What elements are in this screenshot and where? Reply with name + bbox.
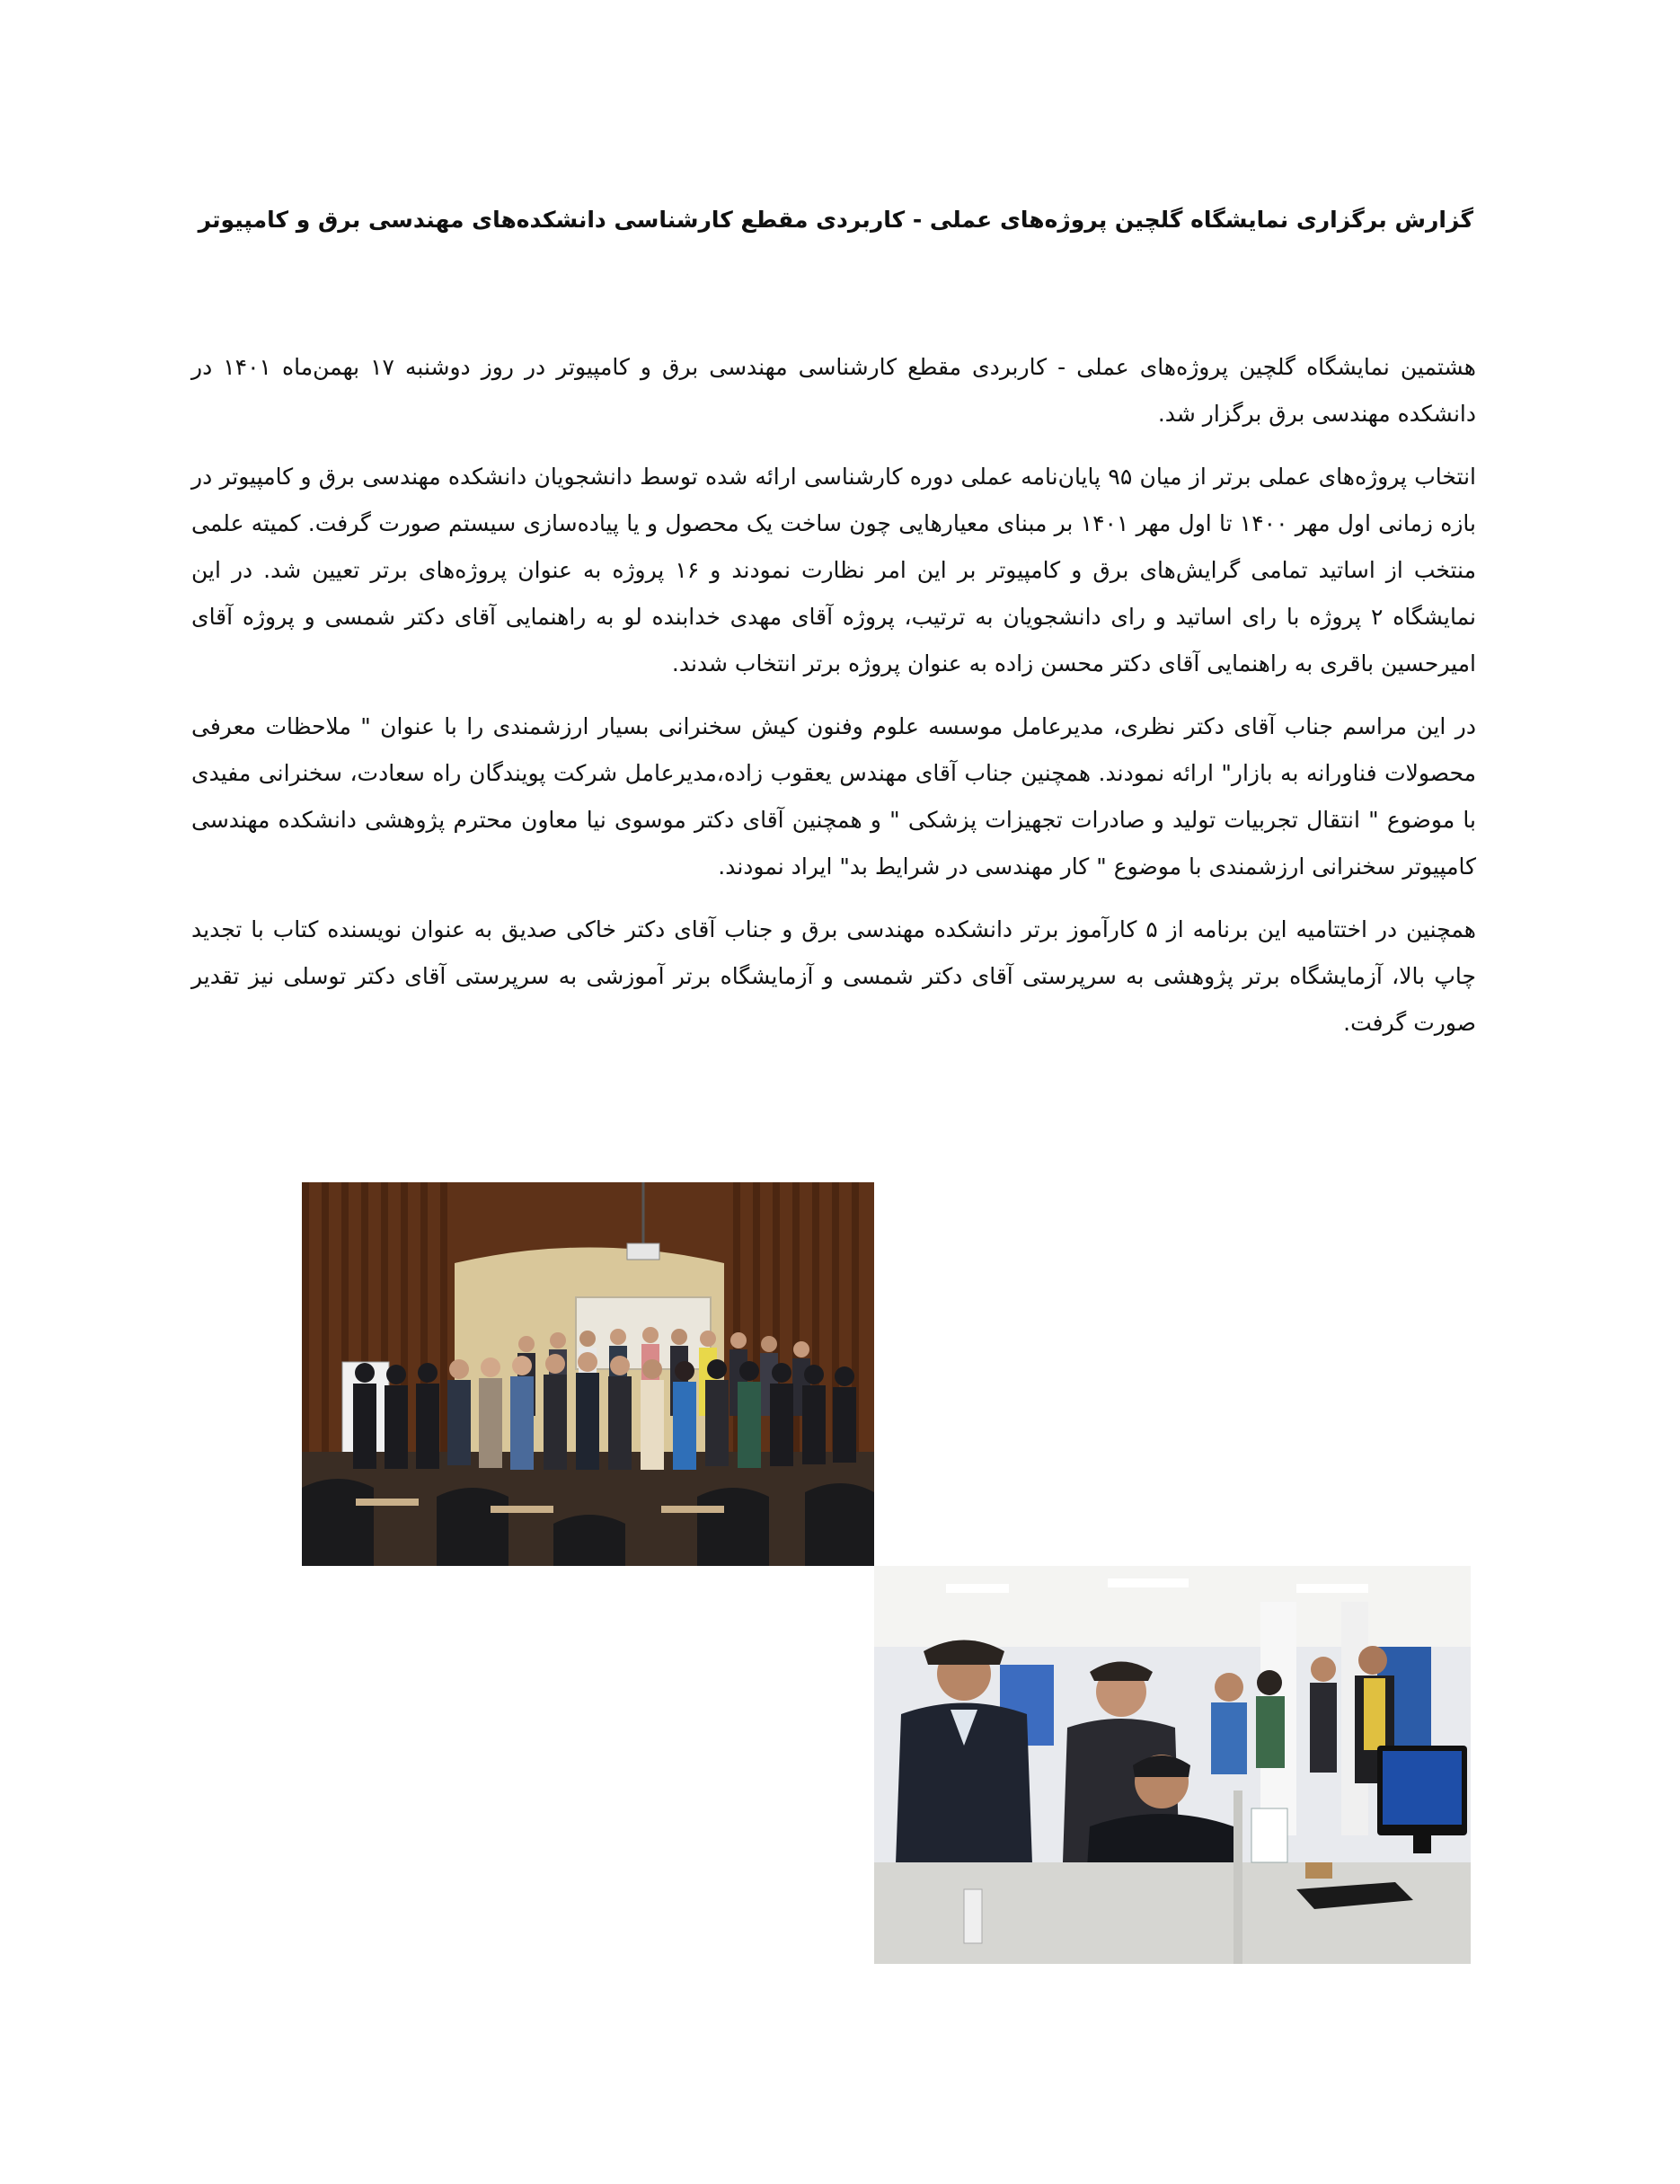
report-body [191, 344, 1476, 1063]
paragraph-closing: همچنین در اختتامیه این برنامه از ۵ کارآموز برتر دانشکده مهندسی برق و جناب آقای دکتر خاکی صدیق به عنوان نویسنده کتاب با تجدید چاپ بالا، آزمایشگاه برتر پژوهشی به سرپرستی آقای دکتر شمسی و آزمایشگاه برتر آموزشی به سرپرستی آقای دکتر توسلی نیز تقدیر صورت گرفت. [191, 916, 1476, 1036]
exhibition-photo [874, 1566, 1471, 1964]
paragraph-selection: انتخاب پروژه‌های عملی برتر از میان ۹۵ پایان‌نامه عملی دوره کارشناسی ارائه شده توسط دانشجویان دانشکده مهندسی برق و کامپیوتر در بازه زمانی اول مهر ۱۴۰۰ تا اول مهر ۱۴۰۱ بر مبنای معیارهایی چون ساخت یک محصول و یا پیاده‌سازی سیستم صورت گرفت. کمیته علمی منتخب از اساتید تمامی گرایش‌های برق و کامپیوتر بر این امر نظارت نمودند و ۱۶ پروژه به عنوان پروژه‌های برتر تعیین شد. در این نمایشگاه ۲ پروژه با رای اساتید و رای دانشجویان به ترتیب، پروژه آقای مهدی خدابنده لو به راهنمایی آقای دکتر شمسی و پروژه آقای امیرحسین باقری به راهنمایی آقای دکتر محسن زاده به عنوان پروژه برتر انتخاب شدند. [191, 464, 1476, 676]
paragraph-intro: هشتمین نمایشگاه گلچین پروژه‌های عملی - کاربردی مقطع کارشناسی مهندسی برق و کامپیوتر در روز دوشنبه ۱۷ بهمن‌ماه ۱۴۰۱ در دانشکده مهندسی برق برگزار شد. [191, 354, 1476, 427]
page-title: گزارش برگزاری نمایشگاه گلچین پروژه‌های عملی - کاربردی مقطع کارشناسی دانشکده‌های مهندسی برق و کامپیوتر [198, 207, 1473, 233]
paragraph-lectures: در این مراسم جناب آقای دکتر نظری، مدیرعامل موسسه علوم وفنون کیش سخنرانی بسیار ارزشمندی را با عنوان " ملاحظات معرفی محصولات فناورانه به بازار" ارائه نمودند. همچنین جناب آقای مهندس یعقوب زاده،مدیرعامل شرکت پویندگان راه سعادت، سخنرانی مفیدی با موضوع " انتقال تجربیات تولید و صادرات تجهیزات پزشکی " و همچنین آقای دکتر موسوی نیا معاون محترم پژوهشی دانشکده مهندسی کامپیوتر سخنرانی ارزشمندی با موضوع " کار مهندسی در شرایط بد" ایراد نمودند. [191, 713, 1476, 880]
group-photo [302, 1182, 874, 1566]
